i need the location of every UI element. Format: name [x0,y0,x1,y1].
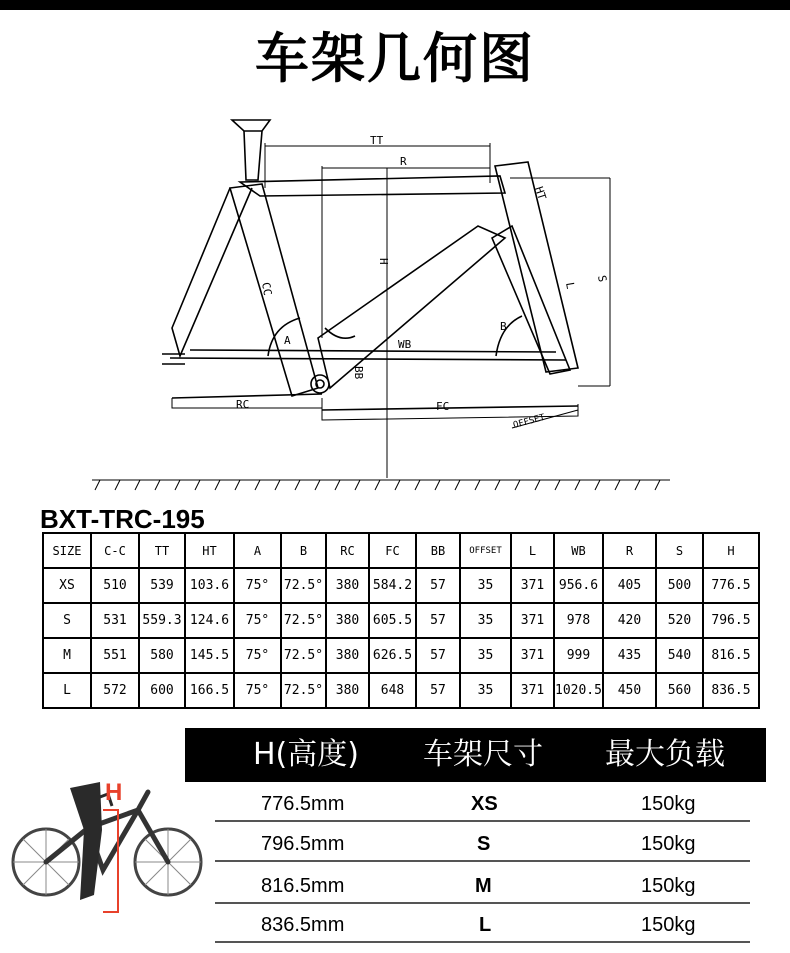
table-cell: 124.6 [185,603,234,638]
col-header: RC [326,533,369,568]
col-header: OFFSET [460,533,511,568]
table-cell: 776.5 [703,568,759,603]
table-cell: 371 [511,568,554,603]
table-cell: 559.3 [139,603,185,638]
table-cell: 510 [91,568,139,603]
frame-geometry-diagram [0,98,790,498]
table-cell: 57 [416,568,460,603]
load-value: 150kg [641,833,696,855]
ht-label: HT [532,184,549,202]
table-cell: 580 [139,638,185,673]
table-cell: 57 [416,638,460,673]
table-cell: 57 [416,603,460,638]
table-cell: 648 [369,673,416,708]
table-cell: 35 [460,673,511,708]
table-cell: 584.2 [369,568,416,603]
load-row [215,862,750,904]
col-header: BB [416,533,460,568]
table-row [43,568,759,603]
height-value: 796.5mm [261,833,345,855]
top-bar [0,0,790,10]
table-cell: 75° [234,638,281,673]
table-cell: 605.5 [369,603,416,638]
table-cell: 371 [511,603,554,638]
height-header: H(高度) [253,737,359,772]
load-value: 150kg [641,914,696,936]
table-cell: 35 [460,603,511,638]
table-cell: M [43,638,91,673]
table-cell: 540 [656,638,703,673]
geometry-table [42,532,760,709]
load-value: 150kg [641,793,696,815]
table-cell: 380 [326,673,369,708]
table-row [43,673,759,708]
size-value: M [475,875,492,897]
table-cell: S [43,603,91,638]
table-cell: 560 [656,673,703,708]
col-header: L [511,533,554,568]
table-cell: 1020.5 [554,673,603,708]
size-value: XS [471,793,498,815]
table-cell: 551 [91,638,139,673]
col-header: A [234,533,281,568]
col-header: TT [139,533,185,568]
cc-label: CC [259,281,275,297]
table-cell: 35 [460,638,511,673]
table-cell: 72.5° [281,638,326,673]
rider-illustration [8,770,208,920]
s-label: S [595,274,609,284]
bb-label: BB [352,366,365,380]
r-label: R [400,155,407,168]
table-cell: 75° [234,673,281,708]
load-row [215,780,750,822]
h-label: H [377,258,390,265]
size-value: S [477,833,491,855]
table-cell: 816.5 [703,638,759,673]
a-label: A [284,334,291,347]
table-row [43,603,759,638]
col-header: FC [369,533,416,568]
height-value: 836.5mm [261,914,345,936]
size-value: L [479,914,492,936]
load-table-header [185,728,766,782]
table-cell: 600 [139,673,185,708]
table-cell: 520 [656,603,703,638]
height-value: 776.5mm [261,793,345,815]
offset-label: OFFSET [512,412,547,431]
frame-size-header: 车架尺寸 [423,737,543,772]
table-cell: 531 [91,603,139,638]
l-label: L [563,281,577,291]
table-cell: 539 [139,568,185,603]
table-cell: XS [43,568,91,603]
table-cell: 956.6 [554,568,603,603]
load-row [215,901,750,943]
col-header: HT [185,533,234,568]
table-cell: 500 [656,568,703,603]
col-header: B [281,533,326,568]
table-cell: 72.5° [281,673,326,708]
col-header: S [656,533,703,568]
table-cell: 796.5 [703,603,759,638]
table-cell: 72.5° [281,603,326,638]
table-cell: 145.5 [185,638,234,673]
table-cell: 626.5 [369,638,416,673]
tt-label: TT [370,134,384,147]
rc-label: RC [236,398,250,411]
rider-h-label: H [105,779,123,806]
table-row [43,638,759,673]
table-cell: 380 [326,638,369,673]
geometry-header-row [43,533,759,568]
table-cell: 405 [603,568,656,603]
load-value: 150kg [641,875,696,897]
table-cell: 103.6 [185,568,234,603]
load-row [215,820,750,862]
table-cell: 978 [554,603,603,638]
table-cell: 380 [326,568,369,603]
table-cell: 435 [603,638,656,673]
col-header: C-C [91,533,139,568]
table-cell: 75° [234,568,281,603]
table-cell: 450 [603,673,656,708]
table-cell: 371 [511,638,554,673]
col-header: R [603,533,656,568]
table-cell: 371 [511,673,554,708]
b-label: B [500,320,507,333]
table-cell: 420 [603,603,656,638]
wb-label: WB [398,338,412,351]
table-cell: 57 [416,673,460,708]
table-cell: L [43,673,91,708]
col-header: SIZE [43,533,91,568]
model-name: BXT-TRC-195 [40,504,205,534]
table-cell: 836.5 [703,673,759,708]
table-cell: 999 [554,638,603,673]
table-cell: 75° [234,603,281,638]
max-load-header: 最大负载 [605,737,725,772]
table-cell: 572 [91,673,139,708]
col-header: WB [554,533,603,568]
table-cell: 35 [460,568,511,603]
col-header: H [703,533,759,568]
table-cell: 166.5 [185,673,234,708]
height-value: 816.5mm [261,875,345,897]
fc-label: FC [436,400,450,413]
table-cell: 72.5° [281,568,326,603]
page-title: 车架几何图 [255,27,535,90]
table-cell: 380 [326,603,369,638]
